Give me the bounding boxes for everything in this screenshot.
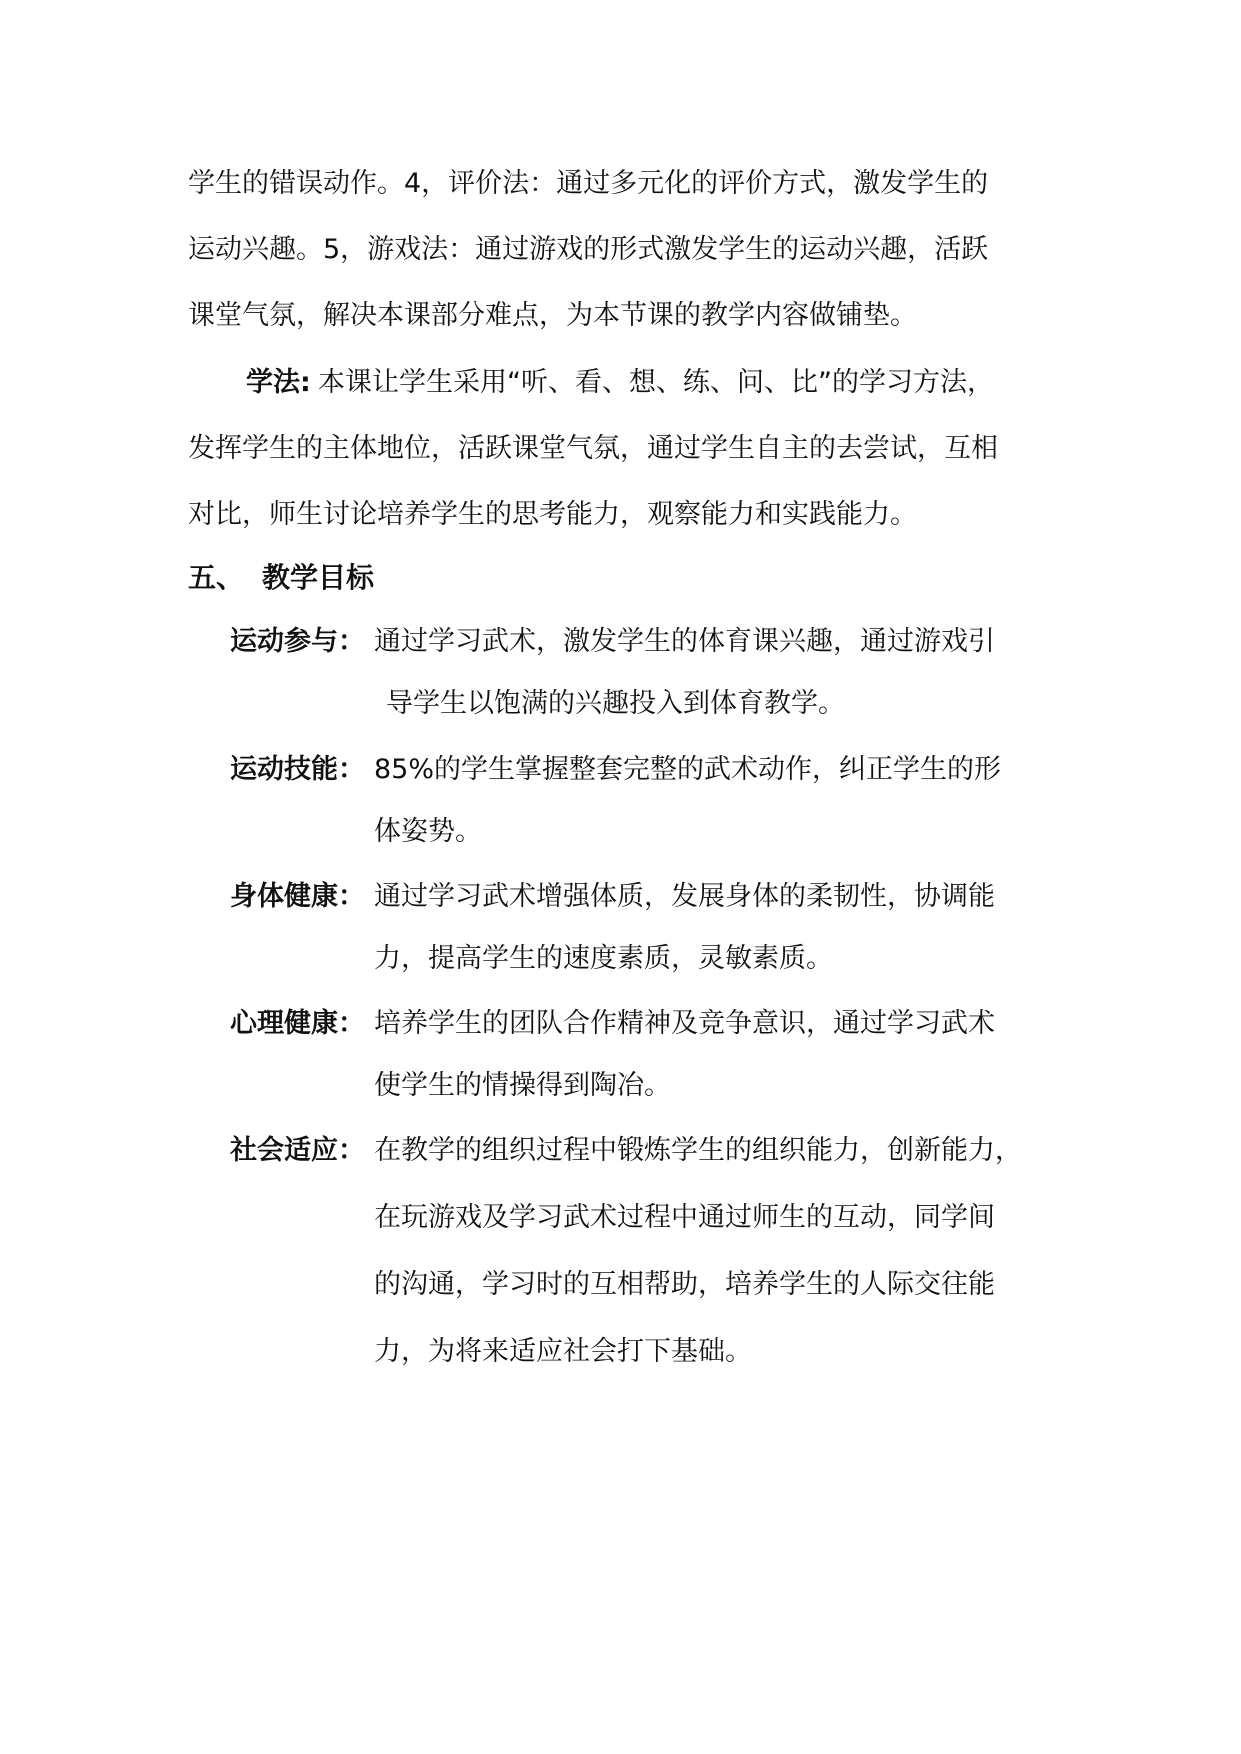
section-number: 五、 xyxy=(188,561,245,594)
xuefa-text-line: 本课让学生采用“听、看、想、练、问、比”的学习方法， xyxy=(318,367,994,398)
objective-text-line: 通过学习武术，激发学生的体育课兴趣，通过游戏引 xyxy=(374,626,995,657)
objective-label: 心理健康： xyxy=(230,1008,365,1039)
method-text-line: 课堂气氛，解决本课部分难点，为本节课的教学内容做铺垫。 xyxy=(188,300,917,331)
xuefa-text-line: 对比，师生讨论培养学生的思考能力，观察能力和实践能力。 xyxy=(188,499,917,530)
objective-text-line: 体姿势。 xyxy=(374,816,482,847)
objective-text-line: 在教学的组织过程中锻炼学生的组织能力，创新能力， xyxy=(374,1135,1022,1166)
objective-text-line: 通过学习武术增强体质，发展身体的柔韧性，协调能 xyxy=(374,881,995,912)
objective-text-line: 培养学生的团队合作精神及竞争意识，通过学习武术 xyxy=(374,1008,995,1039)
objective-label: 运动参与： xyxy=(230,626,365,657)
objective-label: 身体健康： xyxy=(230,881,365,912)
objective-label: 社会适应： xyxy=(230,1135,365,1166)
objective-text-line: 使学生的情操得到陶冶。 xyxy=(374,1070,671,1101)
objective-text-line: 力，提高学生的速度素质，灵敏素质。 xyxy=(374,943,833,974)
objective-text-line: 85%的学生掌握整套完整的武术动作，纠正学生的形 xyxy=(374,754,1002,785)
objective-label: 运动技能： xyxy=(230,754,365,785)
method-text-line: 运动兴趣。5，游戏法：通过游戏的形式激发学生的运动兴趣，活跃 xyxy=(188,234,989,265)
xuefa-text-line: 发挥学生的主体地位，活跃课堂气氛，通过学生自主的去尝试，互相 xyxy=(188,433,998,464)
xuefa-label: 学法: xyxy=(246,367,311,398)
objective-text-line: 在玩游戏及学习武术过程中通过师生的互动，同学间 xyxy=(374,1202,995,1233)
section-title: 教学目标 xyxy=(262,561,375,594)
objective-text-line: 力，为将来适应社会打下基础。 xyxy=(374,1336,752,1367)
objective-text-line: 的沟通，学习时的互相帮助，培养学生的人际交往能 xyxy=(374,1269,995,1300)
objective-text-line: 导学生以饱满的兴趣投入到体育教学。 xyxy=(386,688,845,719)
method-text-line: 学生的错误动作。4，评价法：通过多元化的评价方式，激发学生的 xyxy=(188,168,989,199)
